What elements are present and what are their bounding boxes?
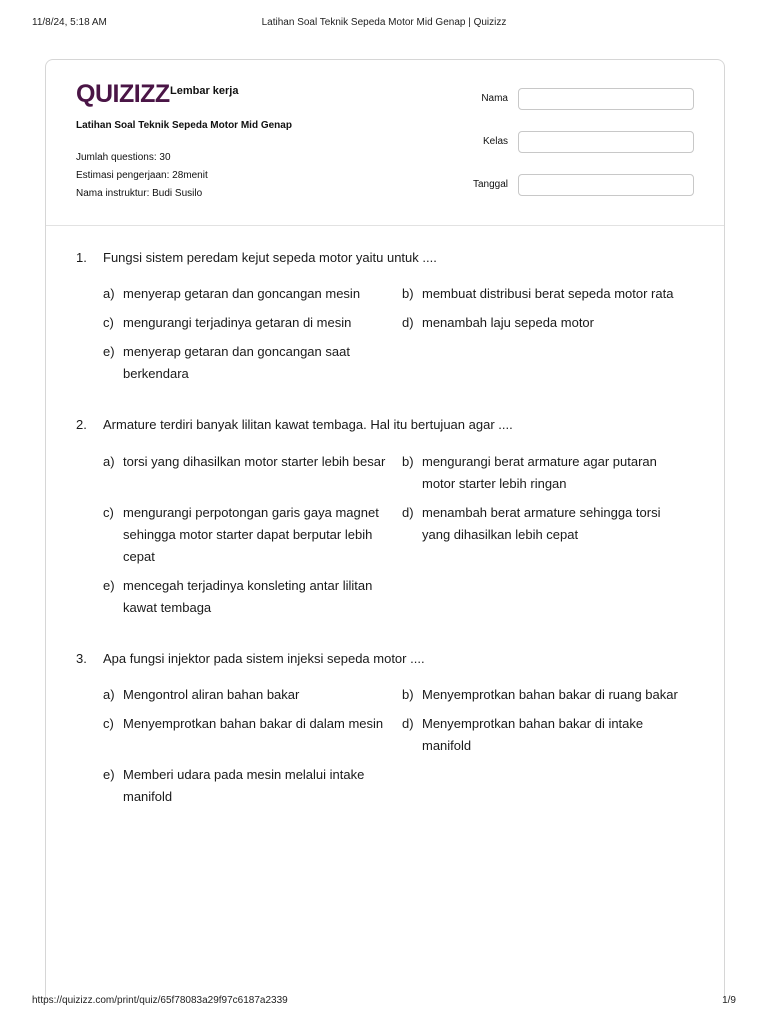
quizizz-logo: QUIZIZZ xyxy=(76,80,170,108)
option-letter: d) xyxy=(402,315,414,330)
question-text: Fungsi sistem peredam kejut sepeda motor yaitu untuk .... xyxy=(103,250,437,265)
option-b xyxy=(402,283,692,305)
option-e xyxy=(103,341,353,385)
option-c xyxy=(103,713,393,735)
option-text: menambah laju sepeda motor xyxy=(422,315,594,330)
question-number: 1. xyxy=(76,250,87,265)
time-estimate: Estimasi pengerjaan: 28menit xyxy=(76,170,208,181)
name-field[interactable] xyxy=(518,88,694,110)
option-letter: d) xyxy=(402,505,414,520)
option-text: Memberi udara pada mesin melalui intake manifold xyxy=(123,767,365,804)
worksheet xyxy=(45,59,725,1000)
questions-count: Jumlah questions: 30 xyxy=(76,152,171,163)
option-b xyxy=(402,684,702,706)
option-letter: d) xyxy=(402,716,414,731)
option-d xyxy=(402,502,684,546)
print-url: https://quizizz.com/print/quiz/65f78083a29f97c6187a2339 xyxy=(32,995,288,1006)
option-b xyxy=(402,451,670,495)
question-text: Apa fungsi injektor pada sistem injeksi sepeda motor .... xyxy=(103,651,425,666)
option-a xyxy=(103,684,393,706)
question-text: Armature terdiri banyak lilitan kawat tembaga. Hal itu bertujuan agar .... xyxy=(103,417,513,432)
option-letter: a) xyxy=(103,454,115,469)
option-text: Menyemprotkan bahan bakar di dalam mesin xyxy=(123,716,384,731)
option-letter: a) xyxy=(103,687,115,702)
option-c xyxy=(103,502,391,568)
option-text: mengurangi berat armature agar putaran motor starter lebih ringan xyxy=(422,454,657,491)
option-text: menyerap getaran dan goncangan saat berkendara xyxy=(123,344,350,381)
option-text: menambah berat armature sehingga torsi yang dihasilkan lebih cepat xyxy=(422,505,661,542)
print-footer xyxy=(32,995,736,1009)
option-letter: b) xyxy=(402,454,414,469)
worksheet-label: Lembar kerja xyxy=(170,85,239,97)
option-text: menyerap getaran dan goncangan mesin xyxy=(123,286,361,301)
option-text: membuat distribusi berat sepeda motor rata xyxy=(422,286,674,301)
class-field[interactable] xyxy=(518,131,694,153)
option-d xyxy=(402,312,692,334)
date-field[interactable] xyxy=(518,174,694,196)
option-c xyxy=(103,312,393,334)
quiz-title: Latihan Soal Teknik Sepeda Motor Mid Genap xyxy=(76,120,292,131)
name-label: Nama xyxy=(481,93,508,104)
option-text: mengurangi perpotongan garis gaya magnet sehingga motor starter dapat berputar lebih cepat xyxy=(123,505,379,564)
print-page-title: Latihan Soal Teknik Sepeda Motor Mid Genap | Quizizz xyxy=(261,17,507,28)
option-letter: e) xyxy=(103,767,115,782)
option-text: Menyemprotkan bahan bakar di intake manifold xyxy=(422,716,644,753)
option-letter: b) xyxy=(402,687,414,702)
option-letter: c) xyxy=(103,505,114,520)
option-e xyxy=(103,575,383,619)
option-e xyxy=(103,764,368,808)
worksheet-header xyxy=(46,60,724,226)
option-text: torsi yang dihasilkan motor starter lebih besar xyxy=(123,454,386,469)
question-number: 2. xyxy=(76,417,87,432)
option-letter: e) xyxy=(103,578,115,593)
option-letter: c) xyxy=(103,315,114,330)
option-a xyxy=(103,451,393,473)
option-letter: c) xyxy=(103,716,114,731)
option-text: mengurangi terjadinya getaran di mesin xyxy=(123,315,352,330)
option-text: Mengontrol aliran bahan bakar xyxy=(123,687,300,702)
print-datetime: 11/8/24, 5:18 AM xyxy=(32,17,107,28)
option-text: mencegah terjadinya konsleting antar lilitan kawat tembaga xyxy=(123,578,373,615)
instructor-name: Nama instruktur: Budi Susilo xyxy=(76,188,203,199)
question-number: 3. xyxy=(76,651,87,666)
date-label: Tanggal xyxy=(472,179,508,190)
print-header xyxy=(32,17,736,31)
option-d xyxy=(402,713,662,757)
page-number: 1/9 xyxy=(722,995,736,1006)
option-text: Menyemprotkan bahan bakar di ruang bakar xyxy=(422,687,678,702)
option-letter: a) xyxy=(103,286,115,301)
class-label: Kelas xyxy=(482,136,508,147)
option-letter: b) xyxy=(402,286,414,301)
option-letter: e) xyxy=(103,344,115,359)
option-a xyxy=(103,283,393,305)
